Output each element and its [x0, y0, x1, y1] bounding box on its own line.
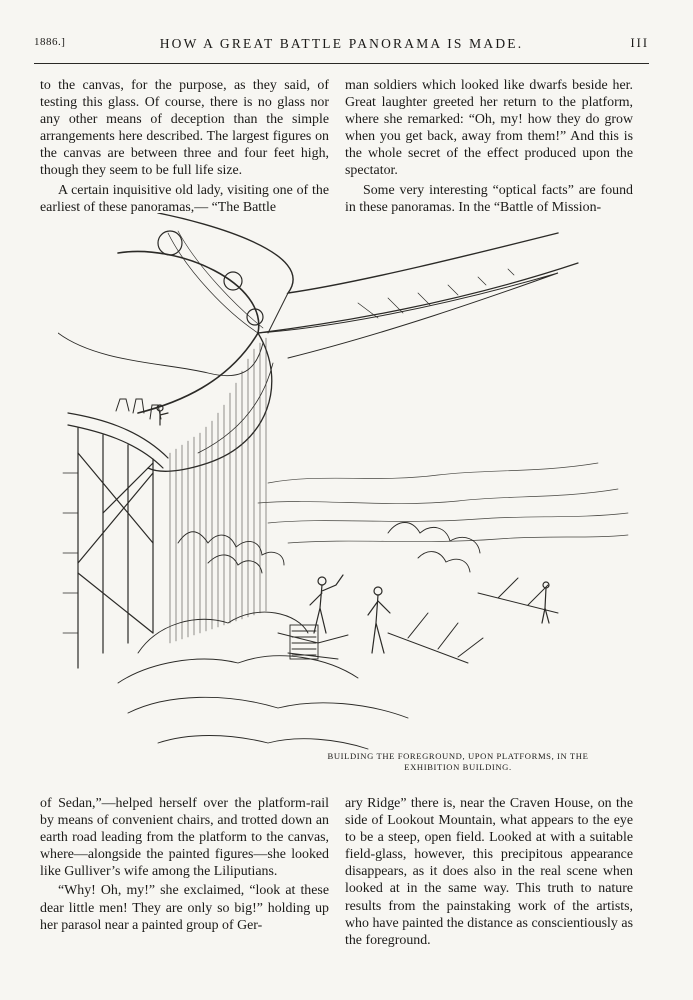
- header-page-number: III: [630, 36, 649, 50]
- column-top-left: [40, 77, 329, 216]
- column-bottom-right: [345, 795, 633, 949]
- canopy-drawing: [58, 213, 578, 471]
- engraving-illustration: [58, 213, 634, 773]
- paragraph: to the canvas, for the purpose, as they said, of testing this glass. Of course, there is no glass nor any other means of deception than the simple arrangements here described. The largest figures on the canvas are between three and four feet high, though they seem to be full life size.: [40, 78, 329, 179]
- header-title: HOW A GREAT BATTLE PANORAMA IS MADE.: [159, 36, 524, 51]
- scaffold-platform: [63, 399, 168, 668]
- header-year: 1886.]: [34, 36, 66, 48]
- canvas-wall-hatching: [170, 338, 266, 643]
- paragraph: Some very interesting “optical facts” are found in these panoramas. In the “Battle of Mission-: [345, 182, 633, 215]
- caption-line-1: BUILDING THE FOREGROUND, UPON PLATFORMS, IN THE: [327, 751, 589, 761]
- landscape-hills: [258, 463, 628, 543]
- paragraph: “Why! Oh, my!” she exclaimed, “look at these dear little men! They are only so big!” holding up her parasol near a painted group of Ger-: [40, 883, 329, 933]
- header-rule: [34, 63, 649, 64]
- running-head: [34, 36, 649, 54]
- paragraph: A certain inquisitive old lady, visiting one of the earliest of these panoramas,— “The Battle: [40, 182, 329, 215]
- column-bottom-left: [40, 795, 329, 934]
- branches: [278, 578, 558, 663]
- paragraph: man soldiers which looked like dwarfs beside her. Great laughter greeted her return to the platform, where she remarked: “Oh, my! how they do grow when you get back, away from them!” And this is the whole secret of the effect produced upon the spectator.: [345, 78, 633, 179]
- paragraph: of Sedan,”—helped herself over the platform-rail by means of convenient chairs, and trotted down an earth road leading from the platform to the canvas, where—alongside the painted figures—she looked like Gulliver’s wife among the Liliputians.: [40, 796, 329, 880]
- caption-line-2: EXHIBITION BUILDING.: [404, 762, 512, 772]
- workman-figures: [157, 405, 549, 653]
- figure-caption: [318, 751, 598, 773]
- column-top-right: [345, 77, 633, 216]
- paragraph: ary Ridge” there is, near the Craven House, on the side of Lookout Mountain, what appears to the eye to be a steep, open field. Looked at with a suitable field-glass, however, this precipitous appearance disappears, as it does also in the real scene when looked at in the same way. This truth to nature results from the painstaking work of the artists, who have painted the distance as conscientiously as the foreground.: [345, 796, 633, 948]
- foreground-foliage: [118, 523, 480, 750]
